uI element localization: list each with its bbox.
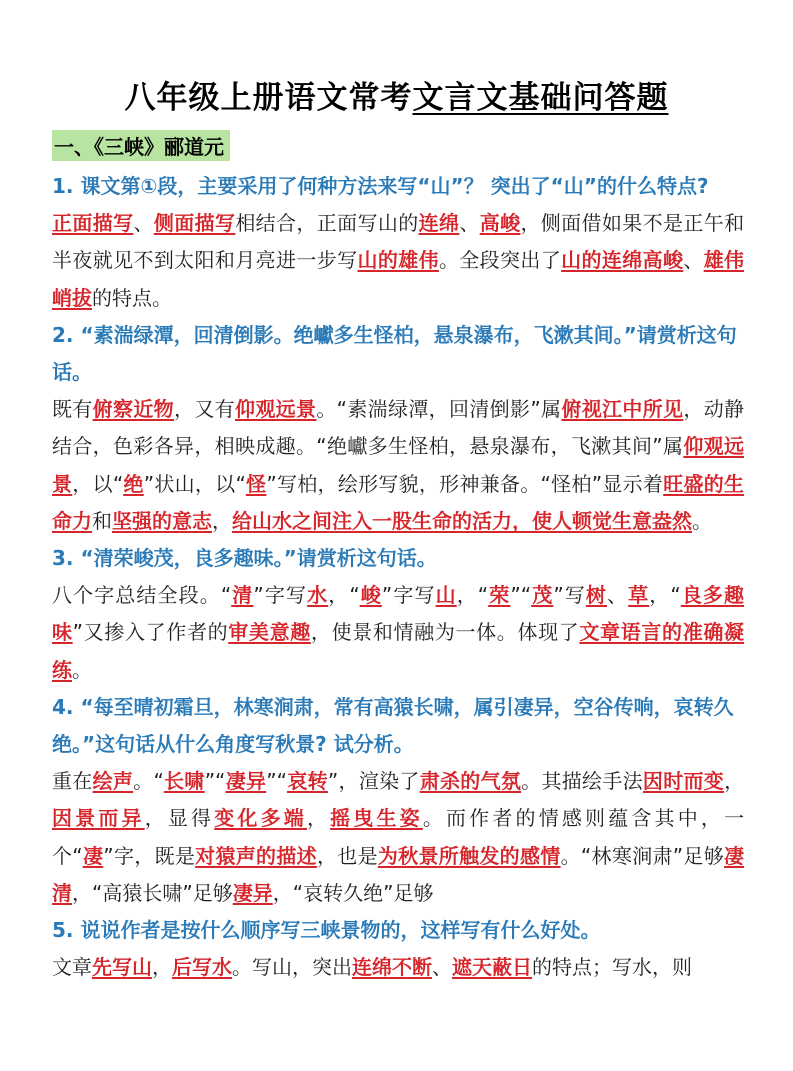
text: ”写 xyxy=(553,583,586,608)
text: ，以“ xyxy=(72,471,124,496)
text: 、 xyxy=(133,211,154,236)
text: ，使景和情融为一体。体现了 xyxy=(310,620,580,645)
keyword: 肃杀的气氛 xyxy=(419,769,522,794)
text: 。全段突出了 xyxy=(438,248,562,273)
keyword: 因时而变 xyxy=(642,769,725,794)
keyword: 茂 xyxy=(531,583,554,608)
text: 、 xyxy=(432,955,452,980)
text: ，显得 xyxy=(144,806,215,831)
keyword: 文章语言的准确凝练 xyxy=(52,620,745,682)
text: ”字，既是 xyxy=(103,843,196,868)
keyword: 对猿声的描述 xyxy=(195,843,317,868)
keyword: 草 xyxy=(628,583,650,608)
text: ， xyxy=(306,806,331,831)
text: 八个字总结全段。“ xyxy=(52,583,232,608)
keyword: 变化多端 xyxy=(214,806,307,831)
text: ”状山，以“ xyxy=(143,471,246,496)
text: ”“ xyxy=(510,583,532,608)
section-heading: 一、《三峡》郦道元 xyxy=(52,130,230,161)
keyword: 雄伟峭拔 xyxy=(52,248,745,310)
keyword: 俯察近物 xyxy=(92,397,174,422)
keyword: 荣 xyxy=(488,583,511,608)
keyword: 高峻 xyxy=(479,211,521,236)
question-3: 3. “清荣峻茂，良多趣味。”请赏析这句话。 xyxy=(52,546,437,571)
keyword: 连绵 xyxy=(418,211,460,236)
keyword: 良多趣味 xyxy=(52,583,745,645)
text: ， xyxy=(724,769,745,794)
keyword: 旺盛的生命力 xyxy=(52,471,745,533)
text: 和 xyxy=(92,508,112,533)
question-2: 2. “素湍绿潭，回清倒影。绝巘多生怪柏，悬泉瀑布，飞漱其间。”请赏析这句话。 xyxy=(52,322,737,385)
question-4: 4. “每至晴初霜旦，林寒涧肃，常有高猿长啸，属引凄异，空谷传响，哀转久绝。”这句话从什么角度写秋景? 试分析。 xyxy=(52,694,734,757)
keyword: 凄异 xyxy=(225,769,267,794)
text: ，侧面借如果不是正午和半夜就见不到太阳和月亮进一步写 xyxy=(52,211,745,273)
keyword: 仰观远景 xyxy=(235,397,317,422)
answer-1 xyxy=(52,205,744,317)
text: 文章 xyxy=(52,955,92,980)
keyword: 侧面描写 xyxy=(153,211,236,236)
text: 。 xyxy=(692,508,712,533)
text: 重在 xyxy=(52,769,93,794)
text: ，“ xyxy=(649,583,681,608)
text: 。“ xyxy=(133,769,164,794)
keyword: 哀转 xyxy=(287,769,328,794)
keyword: 凄清 xyxy=(52,843,745,905)
keyword: 俯视江中所见 xyxy=(561,397,684,422)
text: 、 xyxy=(459,211,480,236)
question-5: 5. 说说作者是按什么顺序写三峡景物的，这样写有什么好处。 xyxy=(52,918,601,943)
answer-2 xyxy=(52,391,744,540)
keyword: 树 xyxy=(585,583,608,608)
text: 。而作者的情感则蕴含其中，一个“ xyxy=(52,806,745,868)
text: 既有 xyxy=(52,397,93,422)
text: ”“ xyxy=(204,769,226,794)
keyword: 审美意趣 xyxy=(228,620,311,645)
keyword: 绝 xyxy=(123,471,144,496)
keyword: 连绵不断 xyxy=(352,955,432,980)
keyword: 先写山 xyxy=(92,955,152,980)
keyword: 怪 xyxy=(245,471,267,496)
keyword: 山的连绵高峻 xyxy=(561,248,684,273)
keyword: 因景而异 xyxy=(52,806,145,831)
text: ， xyxy=(212,508,232,533)
keyword: 清 xyxy=(231,583,254,608)
text: ，也是 xyxy=(316,843,378,868)
keyword: 凄异 xyxy=(232,880,273,905)
keyword: 绘声 xyxy=(92,769,134,794)
text: 、 xyxy=(607,583,629,608)
text: ，“哀转久绝”足够 xyxy=(272,880,434,905)
answer-4 xyxy=(52,763,744,912)
text: 相结合，正面写山的 xyxy=(235,211,419,236)
text: 。 xyxy=(72,657,92,682)
text: ，动静结合，色彩各异，相映成趣。“绝巘多生怪柏，悬泉瀑布，飞漱其间”属 xyxy=(52,397,745,459)
qa-body xyxy=(52,168,744,986)
text: ， xyxy=(152,955,172,980)
keyword: 水 xyxy=(307,583,329,608)
keyword: 山 xyxy=(435,583,457,608)
text: ”字写 xyxy=(381,583,436,608)
keyword: 为秋景所触发的感情 xyxy=(377,843,561,868)
text: ”“ xyxy=(266,769,288,794)
text: ，“ xyxy=(456,583,489,608)
keyword: 坚强的意志 xyxy=(112,508,212,533)
keyword: 山的雄伟 xyxy=(357,248,439,273)
text: 。其描绘手法 xyxy=(521,769,643,794)
keyword: 峻 xyxy=(359,583,382,608)
text: ，“高猿长啸”足够 xyxy=(72,880,233,905)
text: 、 xyxy=(683,248,704,273)
text: ”写柏，绘形写貌，形神兼备。“怪柏”显示着 xyxy=(266,471,664,496)
text: 。“林寒涧肃”足够 xyxy=(560,843,725,868)
keyword: 摇曳生姿 xyxy=(330,806,423,831)
keyword: 长啸 xyxy=(163,769,205,794)
text: 正面描写 xyxy=(52,211,134,236)
text: 。“素湍绿潭，回清倒影”属 xyxy=(316,397,562,422)
keyword: 凄 xyxy=(82,843,104,868)
keyword: 遮天蔽日 xyxy=(452,955,532,980)
keyword: 给山水之间注入一股生命的活力，使人顿觉生意盎然 xyxy=(232,508,692,533)
text: ”字写 xyxy=(253,583,308,608)
title-part2: 文言文基础问答题 xyxy=(412,80,669,116)
answer-3 xyxy=(52,577,744,689)
title-part1: 八年级上册语文常考 xyxy=(124,80,413,116)
keyword: 仰观远景 xyxy=(52,434,744,496)
text: ”又掺入了作者的 xyxy=(72,620,229,645)
text: 的特点。 xyxy=(92,285,172,310)
text: ”，渲染了 xyxy=(327,769,420,794)
text: 。写山，突出 xyxy=(232,955,352,980)
keyword: 后写水 xyxy=(172,955,232,980)
text: ，又有 xyxy=(174,397,235,422)
text: 的特点；写水，则 xyxy=(532,955,692,980)
answer-5 xyxy=(52,949,744,986)
question-1: 1. 课文第①段，主要采用了何种方法来写“山”？ 突出了“山”的什么特点? xyxy=(52,174,709,198)
page-title xyxy=(0,72,793,117)
text: ，“ xyxy=(328,583,360,608)
